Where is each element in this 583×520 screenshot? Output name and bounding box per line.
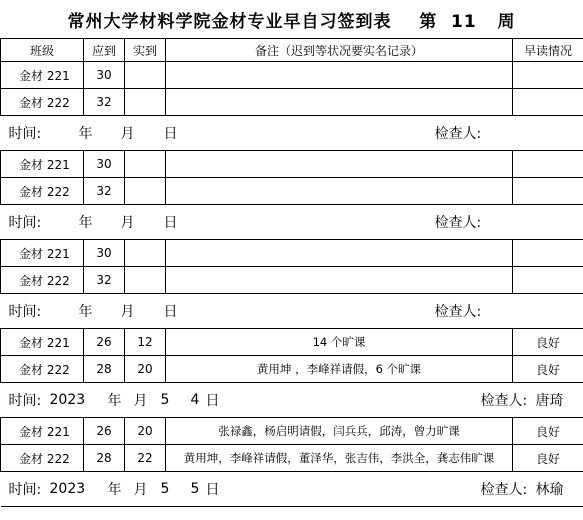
reading-cell: 良好 bbox=[513, 445, 583, 472]
actual-cell bbox=[125, 89, 166, 116]
class-cell: 金材 222 bbox=[1, 445, 84, 472]
actual-cell bbox=[125, 240, 166, 267]
class-cell: 金材 221 bbox=[1, 418, 84, 445]
month-label: 月 bbox=[133, 393, 148, 409]
reading-cell bbox=[513, 89, 583, 116]
inspector-label: 检查人: bbox=[434, 304, 482, 320]
actual-cell: 20 bbox=[125, 356, 166, 383]
reading-cell: 良好 bbox=[513, 329, 583, 356]
month-label: 月 bbox=[133, 482, 148, 498]
reading-cell: 良好 bbox=[513, 418, 583, 445]
year-label: 年 bbox=[78, 304, 93, 320]
actual-cell bbox=[125, 178, 166, 205]
expected-cell: 30 bbox=[84, 62, 125, 89]
day-value: 5 bbox=[190, 481, 200, 497]
inspector-name: 唐琦 bbox=[535, 393, 564, 409]
header-class: 班级 bbox=[1, 39, 84, 62]
date-inspector-line bbox=[1, 205, 583, 239]
remarks-cell bbox=[166, 151, 513, 178]
header-expected: 应到 bbox=[84, 39, 125, 62]
day-label: 日 bbox=[163, 126, 178, 142]
inspector-label: 检查人: bbox=[434, 126, 482, 142]
month-label: 月 bbox=[120, 215, 135, 231]
date-inspector-cell bbox=[1, 294, 583, 329]
class-cell: 金材 222 bbox=[1, 356, 84, 383]
day-label: 日 bbox=[163, 215, 178, 231]
table-row bbox=[1, 329, 583, 356]
date-inspector-row bbox=[1, 116, 583, 151]
time-label: 时间: bbox=[8, 482, 42, 498]
remarks-cell: 张禄鑫，杨启明请假，闫兵兵，邱涛，曾力旷课 bbox=[166, 418, 513, 445]
inspector-label: 检查人: bbox=[480, 482, 528, 498]
table-row bbox=[1, 62, 583, 89]
time-label: 时间: bbox=[8, 393, 42, 409]
header-actual: 实到 bbox=[125, 39, 166, 62]
remarks-cell bbox=[166, 89, 513, 116]
remarks-cell bbox=[166, 62, 513, 89]
table-row bbox=[1, 418, 583, 445]
expected-cell: 26 bbox=[84, 418, 125, 445]
date-inspector-row bbox=[1, 472, 583, 507]
inspector-label: 检查人: bbox=[480, 393, 528, 409]
date-inspector-line bbox=[1, 294, 583, 328]
expected-cell: 28 bbox=[84, 445, 125, 472]
time-label: 时间: bbox=[8, 215, 42, 231]
date-inspector-line bbox=[1, 116, 583, 150]
reading-cell: 良好 bbox=[513, 356, 583, 383]
actual-cell bbox=[125, 267, 166, 294]
year-value: 2023 bbox=[49, 392, 86, 408]
remarks-cell: 14 个旷课 bbox=[166, 329, 513, 356]
table-row bbox=[1, 151, 583, 178]
date-inspector-row bbox=[1, 205, 583, 240]
table-row bbox=[1, 178, 583, 205]
remarks-cell: 黄用坤，李峰祥请假，董泽华，张吉伟，李洪全，龚志伟旷课 bbox=[166, 445, 513, 472]
class-cell: 金材 221 bbox=[1, 329, 84, 356]
remarks-cell bbox=[166, 178, 513, 205]
table-row bbox=[1, 240, 583, 267]
expected-cell: 30 bbox=[84, 151, 125, 178]
reading-cell bbox=[513, 267, 583, 294]
time-label: 时间: bbox=[8, 126, 42, 142]
month-label: 月 bbox=[120, 304, 135, 320]
header-remarks: 备注（迟到等状况要实名记录） bbox=[166, 39, 513, 62]
actual-cell: 22 bbox=[125, 445, 166, 472]
month-value: 5 bbox=[160, 481, 170, 497]
class-cell: 金材 222 bbox=[1, 89, 84, 116]
date-inspector-line bbox=[1, 472, 583, 506]
class-cell: 金材 221 bbox=[1, 151, 84, 178]
year-label: 年 bbox=[78, 215, 93, 231]
class-cell: 金材 221 bbox=[1, 62, 84, 89]
expected-cell: 28 bbox=[84, 356, 125, 383]
remarks-cell bbox=[166, 267, 513, 294]
table-row bbox=[1, 89, 583, 116]
expected-cell: 32 bbox=[84, 178, 125, 205]
day-value: 4 bbox=[190, 392, 200, 408]
year-label: 年 bbox=[107, 482, 122, 498]
time-label: 时间: bbox=[8, 304, 42, 320]
reading-cell bbox=[513, 240, 583, 267]
actual-cell bbox=[125, 151, 166, 178]
actual-cell bbox=[125, 62, 166, 89]
expected-cell: 26 bbox=[84, 329, 125, 356]
blocks-body bbox=[1, 62, 583, 507]
year-label: 年 bbox=[107, 393, 122, 409]
table-row bbox=[1, 445, 583, 472]
sign-in-table bbox=[0, 38, 583, 507]
month-value: 5 bbox=[160, 392, 170, 408]
day-label: 日 bbox=[205, 393, 220, 409]
expected-cell: 32 bbox=[84, 89, 125, 116]
date-inspector-row bbox=[1, 294, 583, 329]
sheet-title: 常州大学材料学院金材专业早自习签到表 第 11 周 bbox=[67, 11, 516, 32]
reading-cell bbox=[513, 62, 583, 89]
class-cell: 金材 222 bbox=[1, 178, 84, 205]
remarks-cell: 黄用坤 ，李峰祥请假，6 个旷课 bbox=[166, 356, 513, 383]
reading-cell bbox=[513, 178, 583, 205]
date-inspector-cell bbox=[1, 116, 583, 151]
inspector-name: 林瑜 bbox=[535, 482, 564, 498]
date-inspector-cell bbox=[1, 383, 583, 418]
year-label: 年 bbox=[78, 126, 93, 142]
date-inspector-row bbox=[1, 383, 583, 418]
header-row bbox=[1, 39, 583, 62]
actual-cell: 12 bbox=[125, 329, 166, 356]
table-row bbox=[1, 267, 583, 294]
class-cell: 金材 222 bbox=[1, 267, 84, 294]
reading-cell bbox=[513, 151, 583, 178]
inspector-label: 检查人: bbox=[434, 215, 482, 231]
class-cell: 金材 221 bbox=[1, 240, 84, 267]
remarks-cell bbox=[166, 240, 513, 267]
actual-cell: 20 bbox=[125, 418, 166, 445]
expected-cell: 32 bbox=[84, 267, 125, 294]
year-value: 2023 bbox=[49, 481, 86, 497]
day-label: 日 bbox=[163, 304, 178, 320]
date-inspector-cell bbox=[1, 205, 583, 240]
date-inspector-line bbox=[1, 383, 583, 417]
table-row bbox=[1, 356, 583, 383]
expected-cell: 30 bbox=[84, 240, 125, 267]
day-label: 日 bbox=[205, 482, 220, 498]
month-label: 月 bbox=[120, 126, 135, 142]
header-reading: 早读情况 bbox=[513, 39, 583, 62]
date-inspector-cell bbox=[1, 472, 583, 507]
